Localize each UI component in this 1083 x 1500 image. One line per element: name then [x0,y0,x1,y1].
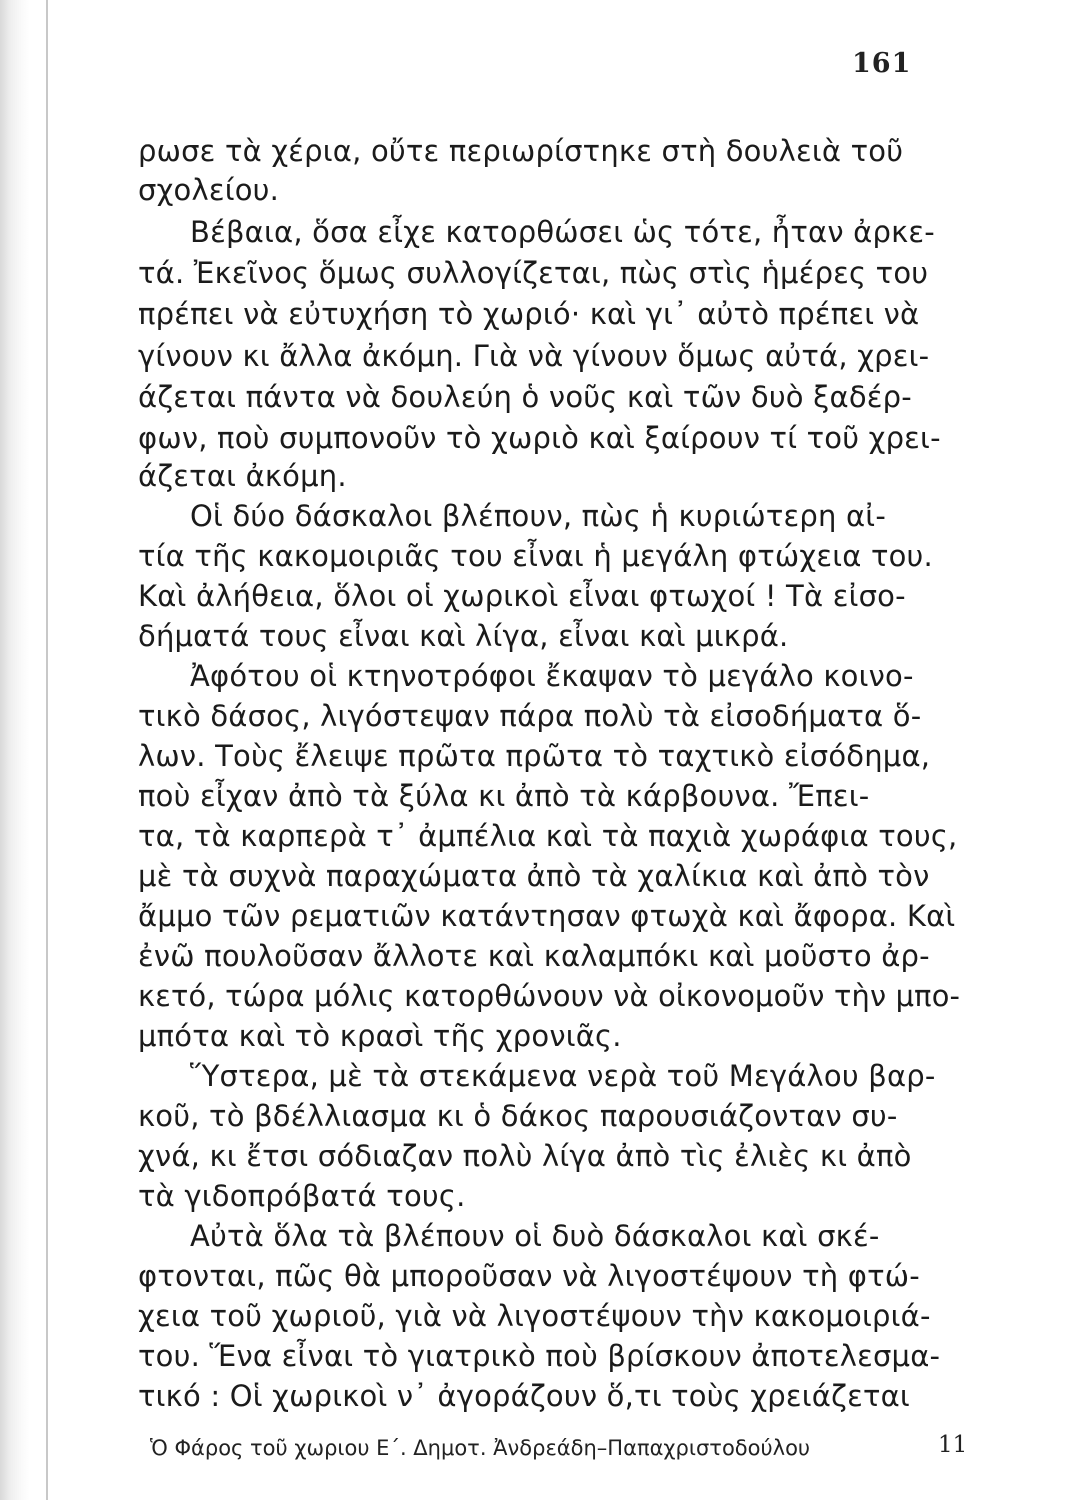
text-line: άζεται ἀκόμη. [138,459,347,493]
page-binding-shadow [0,0,30,1500]
text-line: Ὕστερα, μὲ τὰ στεκάμενα νερὰ τοῦ Μεγάλου βαρ- [190,1059,936,1093]
text-line: τα, τὰ καρπερὰ τ᾿ ἀμπέλια καὶ τὰ παχιὰ χωράφια τους, [138,819,958,853]
text-line: χεια τοῦ χωριοῦ, γιὰ νὰ λιγοστέψουν τὴν κακομοιριά- [138,1299,931,1333]
text-line: Αὐτὰ ὅλα τὰ βλέπουν οἱ δυὸ δάσκαλοι καὶ σκέ- [190,1219,880,1253]
text-line: πρέπει νὰ εὐτυχήση τὸ χωριό· καὶ γι᾿ αὐτὸ πρέπει νὰ [138,297,920,331]
text-line: τὰ γιδοπρόβατά τους. [138,1179,466,1213]
text-line: φων, ποὺ συμπονοῦν τὸ χωριὸ καὶ ξαίρουν τί τοῦ χρει- [138,421,941,455]
text-line: ποὺ εἶχαν ἀπὸ τὰ ξύλα κι ἀπὸ τὰ κάρβουνα. Ἔπει- [138,779,870,813]
text-line: ἐνῶ πουλοῦσαν ἄλλοτε καὶ καλαμπόκι καὶ μοῦστο ἀρ- [138,939,930,973]
text-line: τία τῆς κακομοιριᾶς του εἶναι ἡ μεγάλη φτώχεια του. [138,539,933,573]
text-line: μὲ τὰ συχνὰ παραχώματα ἀπὸ τὰ χαλίκια καὶ ἀπὸ τὸν [138,859,930,893]
text-line: χνά, κι ἔτσι σόδιαζαν πολὺ λίγα ἀπὸ τὶς ἐλιὲς κι ἀπὸ [138,1139,912,1173]
text-line: Ἀφότου οἱ κτηνοτρόφοι ἔκαψαν τὸ μεγάλο κοινο- [190,659,914,693]
text-line: φτονται, πῶς θὰ μποροῦσαν νὰ λιγοστέψουν τὴ φτώ- [138,1259,920,1293]
page-number: 161 [852,48,912,79]
text-line: ρωσε τὰ χέρια, οὔτε περιωρίστηκε στὴ δουλειὰ τοῦ [138,134,904,168]
text-line: άζεται πάντα νὰ δουλεύη ὁ νοῦς καὶ τῶν δυὸ ξαδέρ- [138,380,912,414]
text-line: του. Ἕνα εἶναι τὸ γιατρικὸ ποὺ βρίσκουν ἀποτελεσμα- [138,1339,941,1373]
text-line: τά. Ἐκεῖνος ὅμως συλλογίζεται, πὼς στὶς ἡμέρες του [138,256,929,290]
text-line: δήματά τους εἶναι καὶ λίγα, εἶναι καὶ μικρά. [138,619,789,653]
text-line: μπότα καὶ τὸ κρασὶ τῆς χρονιᾶς. [138,1019,622,1053]
text-line: κοῦ, τὸ βδέλλιασμα κι ὁ δάκος παρουσιάζονταν συ- [138,1099,898,1133]
signature-mark: 11 [938,1432,968,1458]
text-line: Καὶ ἀλήθεια, ὅλοι οἱ χωρικοὶ εἶναι φτωχοί ! Τὰ εἰσο- [138,579,906,613]
text-line: λων. Τοὺς ἔλειψε πρῶτα πρῶτα τὸ ταχτικὸ εἰσόδημα, [138,739,931,773]
text-line: ἄμμο τῶν ρεματιῶν κατάντησαν φτωχὰ καὶ ἄφορα. Καὶ [138,899,956,933]
text-line: κετό, τώρα μόλις κατορθώνουν νὰ οἰκονομοῦν τὴν μπο- [138,979,961,1013]
text-line: γίνουν κι ἄλλα ἀκόμη. Γιὰ νὰ γίνουν ὅμως αὐτά, χρει- [138,339,930,373]
text-line: τικὸ δάσος, λιγόστεψαν πάρα πολὺ τὰ εἰσοδήματα ὅ- [138,699,922,733]
text-line: Οἱ δύο δάσκαλοι βλέπουν, πὼς ἡ κυριώτερη αἰ- [190,499,886,533]
text-line: Βέβαια, ὅσα εἶχε κατορθώσει ὡς τότε, ἦταν ἀρκε- [190,215,935,249]
text-line: τικό : Οἱ χωρικοὶ ν᾿ ἀγοράζουν ὅ,τι τοὺς χρειάζεται [138,1379,910,1413]
footer-book-credit: Ὁ Φάρος τοῦ χωριου Ε΄. Δημοτ. Ἀνδρεάδη–Παπαχριστοδούλου [150,1436,811,1460]
text-line: σχολείου. [138,173,280,207]
page-binding-line [46,0,48,1500]
